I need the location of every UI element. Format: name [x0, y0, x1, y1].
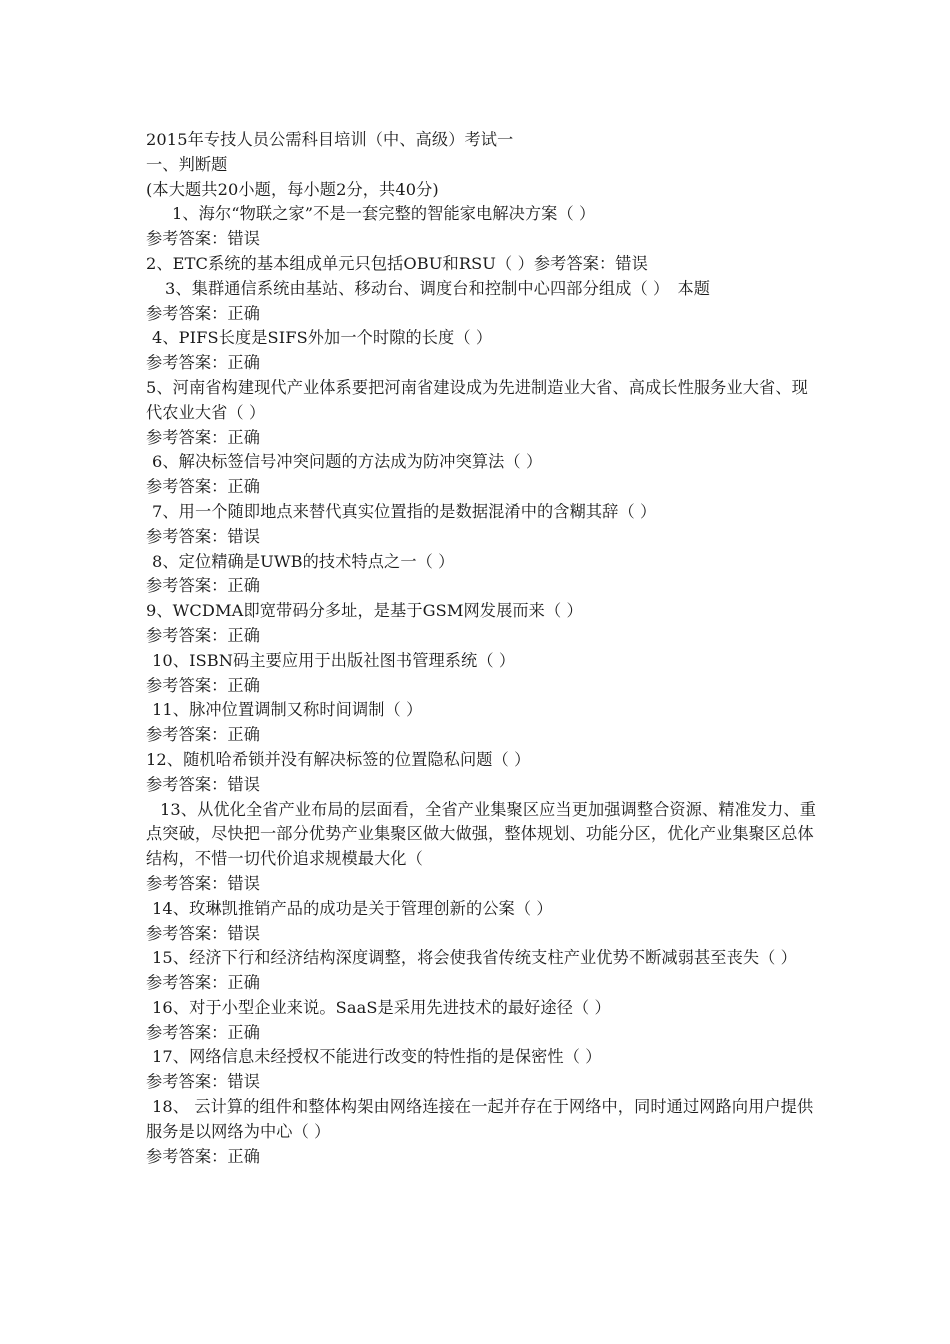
question-8: 8、定位精确是UWB的技术特点之一（ ） [152, 551, 455, 571]
answer-1: 参考答案：错误 [146, 229, 261, 249]
document-page [146, 128, 816, 1169]
question-1: 1、海尔“物联之家”不是一套完整的智能家电解决方案（ ） [172, 204, 596, 224]
question-13: 13、从优化全省产业布局的层面看，全省产业集聚区应当更加强调整合资源、精准发力、重点突破，尽快把一部分优势产业集聚区做大做强，整体规划、功能分区，优化产业集聚区总体结构，不惜一切代价追求规模最大化（ [146, 799, 817, 869]
answer-17: 参考答案：错误 [146, 1072, 261, 1092]
question-16: 16、对于小型企业来说。SaaS是采用先进技术的最好途径（ ） [152, 997, 611, 1017]
question-15: 15、经济下行和经济结构深度调整，将会使我省传统支柱产业优势不断减弱甚至丧失（ ） [152, 948, 797, 968]
question-9: 9、WCDMA即宽带码分多址，是基于GSM网发展而来（ ） [146, 601, 583, 621]
question-4: 4、PIFS长度是SIFS外加一个时隙的长度（ ） [152, 328, 493, 348]
answer-8: 参考答案：正确 [146, 576, 261, 596]
answer-14: 参考答案：错误 [146, 923, 261, 943]
question-6: 6、解决标签信号冲突问题的方法成为防冲突算法（ ） [152, 452, 543, 472]
answer-9: 参考答案：正确 [146, 625, 261, 645]
question-11: 11、脉冲位置调制又称时间调制（ ） [152, 700, 423, 720]
answer-15: 参考答案：正确 [146, 973, 261, 993]
section-note: (本大题共20小题，每小题2分，共40分) [146, 179, 439, 199]
document-title: 2015年专技人员公需科目培训（中、高级）考试一 [146, 130, 514, 149]
question-10: 10、ISBN码主要应用于出版社图书管理系统（ ） [152, 650, 516, 670]
answer-11: 参考答案：正确 [146, 725, 261, 745]
answer-13: 参考答案：错误 [146, 873, 261, 893]
answer-12: 参考答案：错误 [146, 774, 261, 794]
answer-7: 参考答案：错误 [146, 526, 261, 546]
section-heading: 一、判断题 [146, 154, 228, 174]
answer-6: 参考答案：正确 [146, 477, 261, 497]
question-17: 17、网络信息未经授权不能进行改变的特性指的是保密性（ ） [152, 1047, 602, 1067]
question-2: 2、ETC系统的基本组成单元只包括OBU和RSU（ ）参考答案：错误 [146, 253, 648, 273]
answer-4: 参考答案：正确 [146, 353, 261, 373]
answer-16: 参考答案：正确 [146, 1022, 261, 1042]
answer-3: 参考答案：正确 [146, 303, 261, 323]
question-5: 5、河南省构建现代产业体系要把河南省建设成为先进制造业大省、高成长性服务业大省、现代农业大省（ ） [146, 377, 808, 422]
question-7: 7、用一个随即地点来替代真实位置指的是数据混淆中的含糊其辞（ ） [152, 501, 657, 521]
answer-5: 参考答案：正确 [146, 427, 261, 447]
question-12: 12、随机哈希锁并没有解决标签的位置隐私问题（ ） [146, 749, 531, 769]
answer-10: 参考答案：正确 [146, 675, 261, 695]
question-18: 18、 云计算的组件和整体构架由网络连接在一起并存在于网络中，同时通过网路向用户提供服务是以网络为中心（ ） [146, 1097, 814, 1141]
question-3: 3、集群通信系统由基站、移动台、调度台和控制中心四部分组成（ ） 本题 [165, 278, 711, 298]
question-14: 14、玫琳凯推销产品的成功是关于管理创新的公案（ ） [152, 898, 553, 918]
answer-18: 参考答案：正确 [146, 1146, 261, 1166]
